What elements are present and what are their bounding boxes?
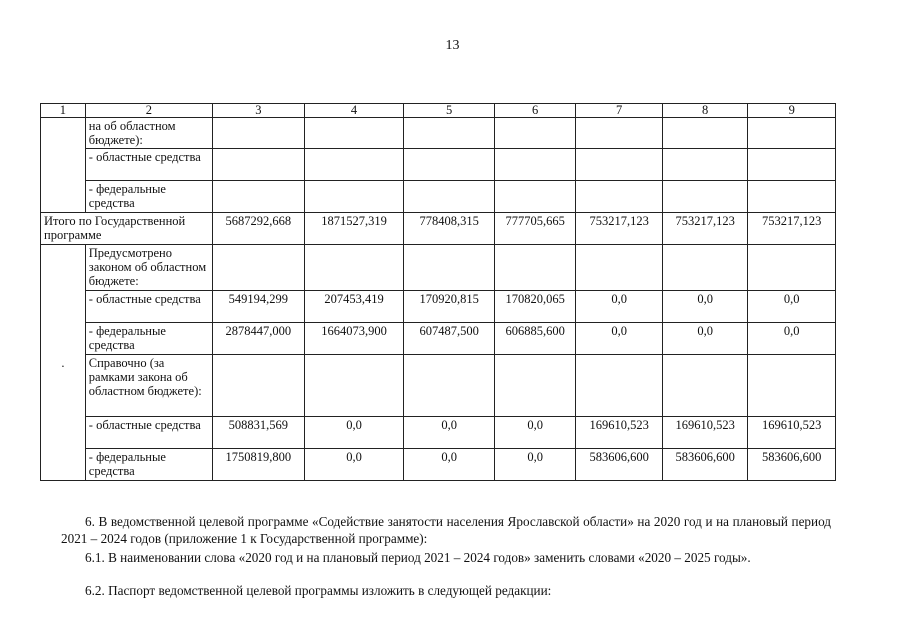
value-cell: 508831,569	[213, 417, 305, 449]
table-row	[41, 149, 836, 181]
header-cell: 3	[213, 104, 305, 118]
value-cell: 1871527,319	[304, 213, 404, 245]
value-cell	[576, 149, 663, 181]
paragraph-text: 6.1. В наименовании слова «2020 год и на плановый период 2021 – 2024 годов» заменить словами «2020 – 2025 годы».	[85, 550, 751, 565]
value-cell: 170820,065	[494, 291, 575, 323]
value-cell: 778408,315	[404, 213, 495, 245]
value-cell: 1750819,800	[213, 449, 305, 481]
value-cell: 753217,123	[748, 213, 836, 245]
value-cell: 0,0	[404, 449, 495, 481]
value-cell: 0,0	[304, 449, 404, 481]
header-cell: 5	[404, 104, 495, 118]
table-row-total	[41, 213, 836, 245]
value-cell	[494, 355, 575, 417]
row-label: на об областном бюджете):	[85, 118, 212, 149]
value-cell	[748, 149, 836, 181]
value-cell	[748, 181, 836, 213]
value-cell: 0,0	[494, 449, 575, 481]
budget-table	[40, 103, 836, 481]
value-cell: 0,0	[748, 323, 836, 355]
value-cell: 1664073,900	[304, 323, 404, 355]
page-number: 13	[445, 38, 460, 53]
table-row	[41, 323, 836, 355]
value-cell	[748, 245, 836, 291]
value-cell	[494, 245, 575, 291]
value-cell: 0,0	[748, 291, 836, 323]
header-cell: 9	[748, 104, 836, 118]
value-cell: 0,0	[494, 417, 575, 449]
value-cell: 0,0	[576, 323, 663, 355]
row-number-cell	[41, 118, 86, 213]
header-cell: 6	[494, 104, 575, 118]
value-cell	[304, 181, 404, 213]
value-cell	[213, 355, 305, 417]
value-cell: 5687292,668	[213, 213, 305, 245]
header-cell: 2	[85, 104, 212, 118]
value-cell: 170920,815	[404, 291, 495, 323]
value-cell: 607487,500	[404, 323, 495, 355]
value-cell: 169610,523	[662, 417, 748, 449]
value-cell	[662, 181, 748, 213]
value-cell: 0,0	[304, 417, 404, 449]
row-label: Предусмотрено законом об областном бюджете:	[85, 245, 212, 291]
table-row	[41, 449, 836, 481]
row-label: - федеральные средства	[85, 323, 212, 355]
row-label: - федеральные средства	[85, 181, 212, 213]
header-cell: 4	[304, 104, 404, 118]
value-cell: 169610,523	[748, 417, 836, 449]
value-cell	[304, 355, 404, 417]
paragraph-text: 6.2. Паспорт ведомственной целевой программы изложить в следующей редакции:	[85, 583, 552, 598]
value-cell	[404, 149, 495, 181]
value-cell	[662, 118, 748, 149]
paragraph-item-6	[61, 513, 831, 547]
value-cell	[404, 118, 495, 149]
header-cell: 1	[41, 104, 86, 118]
value-cell	[494, 149, 575, 181]
value-cell	[662, 355, 748, 417]
value-cell: 777705,665	[494, 213, 575, 245]
table-row	[41, 417, 836, 449]
value-cell	[404, 245, 495, 291]
value-cell	[404, 181, 495, 213]
paragraph-item-6-2	[61, 582, 831, 599]
row-label: - областные средства	[85, 417, 212, 449]
row-label: Справочно (за рамками закона об областном бюджете):	[85, 355, 212, 417]
row-label: - федеральные средства	[85, 449, 212, 481]
header-cell: 7	[576, 104, 663, 118]
value-cell: 0,0	[404, 417, 495, 449]
value-cell: 207453,419	[304, 291, 404, 323]
value-cell	[494, 181, 575, 213]
paragraph-text: 6. В ведомственной целевой программе «Содействие занятости населения Ярославской области» на 2020 год и на плановый период 2021 – 2024 годов (приложение 1 к Государственной программе):	[61, 514, 831, 546]
value-cell	[576, 355, 663, 417]
value-cell	[213, 118, 305, 149]
table-header-row	[41, 104, 836, 118]
header-cell: 8	[662, 104, 748, 118]
value-cell: 583606,600	[576, 449, 663, 481]
value-cell: 549194,299	[213, 291, 305, 323]
table-row	[41, 118, 836, 149]
value-cell	[213, 181, 305, 213]
value-cell: 0,0	[662, 291, 748, 323]
value-cell: 169610,523	[576, 417, 663, 449]
value-cell: 583606,600	[662, 449, 748, 481]
value-cell	[404, 355, 495, 417]
paragraph-item-6-1	[61, 549, 831, 566]
value-cell	[304, 149, 404, 181]
value-cell: 0,0	[662, 323, 748, 355]
row-label: - областные средства	[85, 149, 212, 181]
value-cell: 753217,123	[576, 213, 663, 245]
value-cell	[213, 149, 305, 181]
value-cell: 2878447,000	[213, 323, 305, 355]
value-cell	[576, 245, 663, 291]
table-row	[41, 355, 836, 417]
value-cell	[494, 118, 575, 149]
row-number-cell: .	[41, 245, 86, 481]
value-cell	[213, 245, 305, 291]
value-cell	[662, 149, 748, 181]
row-label: Итого по Государственной программе	[41, 213, 213, 245]
value-cell	[748, 355, 836, 417]
value-cell: 0,0	[576, 291, 663, 323]
value-cell	[662, 245, 748, 291]
table-row	[41, 245, 836, 291]
row-label: - областные средства	[85, 291, 212, 323]
table-row	[41, 181, 836, 213]
value-cell: 583606,600	[748, 449, 836, 481]
value-cell	[576, 118, 663, 149]
value-cell	[748, 118, 836, 149]
value-cell	[304, 245, 404, 291]
value-cell	[304, 118, 404, 149]
value-cell: 606885,600	[494, 323, 575, 355]
value-cell: 753217,123	[662, 213, 748, 245]
value-cell	[576, 181, 663, 213]
table-row	[41, 291, 836, 323]
